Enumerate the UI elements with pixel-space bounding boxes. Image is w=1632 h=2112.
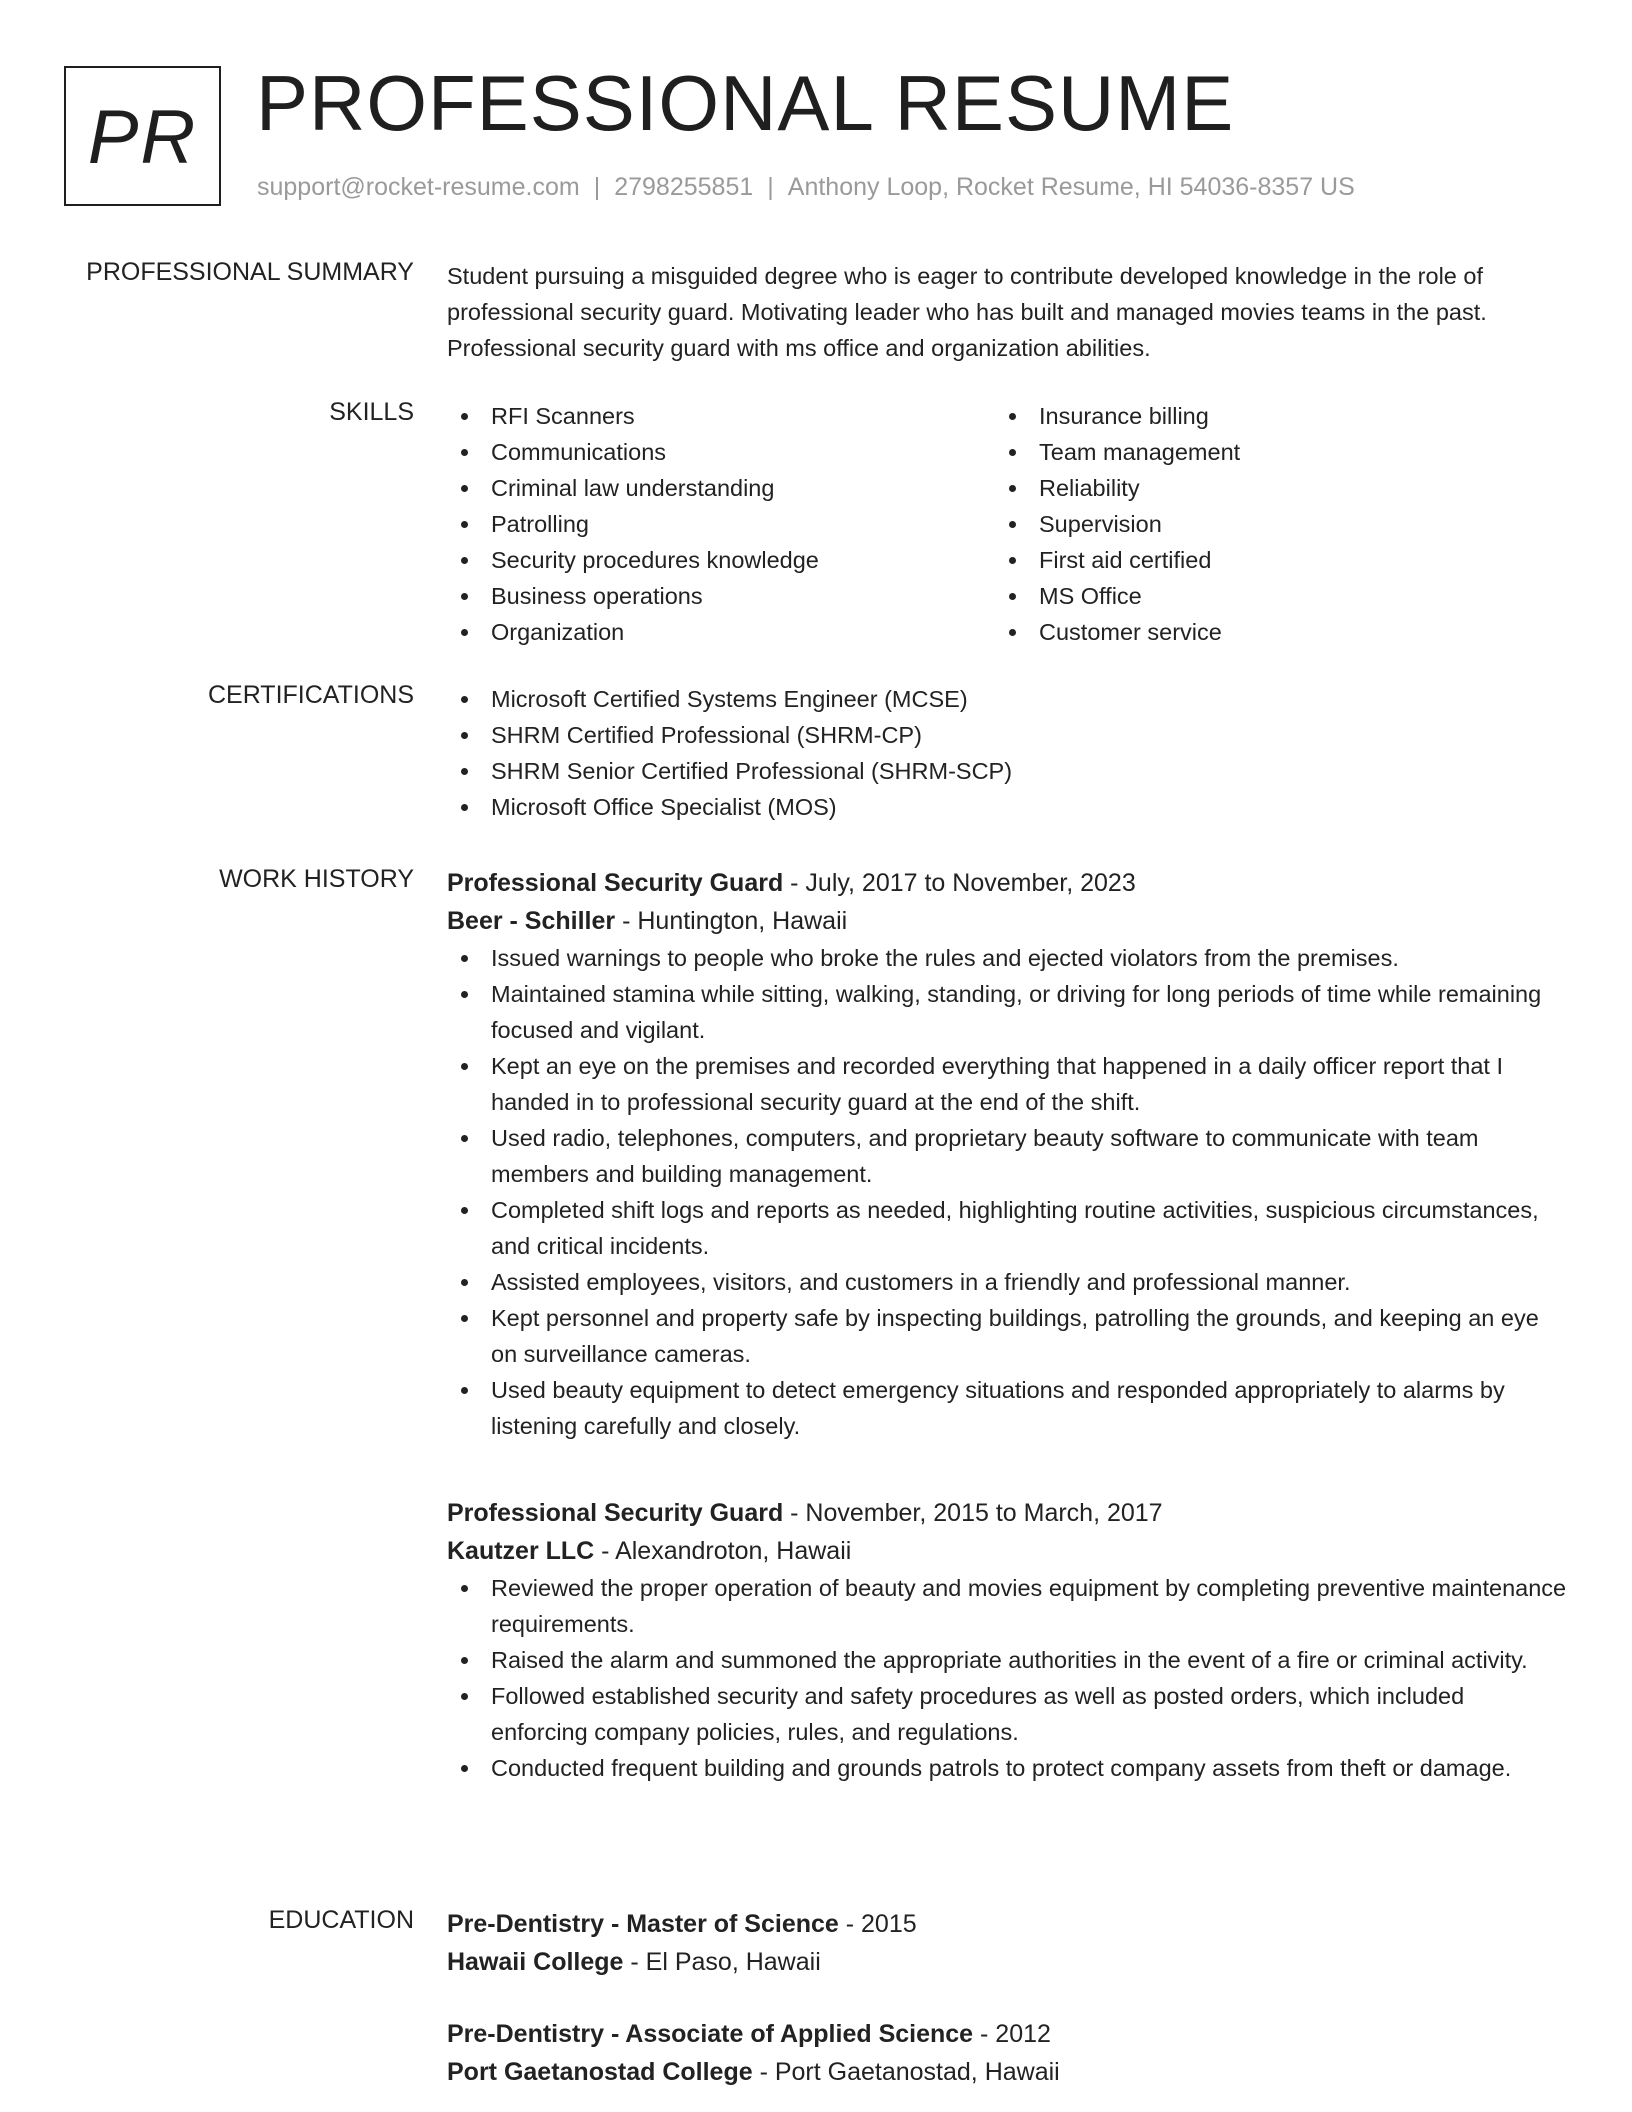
- section-label-summary: PROFESSIONAL SUMMARY: [86, 258, 414, 286]
- job-bullets: [447, 940, 1567, 1444]
- contact-separator: |: [593, 173, 601, 201]
- education-school-line: [447, 1943, 1567, 1981]
- certification-item: SHRM Certified Professional (SHRM-CP): [447, 717, 1567, 753]
- education-degree-line: [447, 2015, 1567, 2053]
- skill-item: Reliability: [995, 470, 1495, 506]
- section-label-work-history: WORK HISTORY: [219, 865, 414, 893]
- job-title-line: [447, 864, 1567, 902]
- section-label-certifications: CERTIFICATIONS: [207, 681, 414, 709]
- section-label-skills: SKILLS: [329, 398, 414, 426]
- skill-item: Patrolling: [447, 506, 995, 542]
- contact-line: [257, 173, 1355, 202]
- education-school: Hawaii College: [447, 1948, 624, 1976]
- skill-item: Insurance billing: [995, 398, 1495, 434]
- skill-item: Business operations: [447, 578, 995, 614]
- education-degree: Pre-Dentistry - Master of Science: [447, 1910, 839, 1938]
- job-title: Professional Security Guard: [447, 1499, 784, 1527]
- job-bullet: Used radio, telephones, computers, and proprietary beauty software to communicate with team members and building management.: [447, 1120, 1567, 1192]
- job-bullet: Reviewed the proper operation of beauty and movies equipment by completing preventive maintenance requirements.: [447, 1570, 1567, 1642]
- certification-item: Microsoft Certified Systems Engineer (MCSE): [447, 681, 1567, 717]
- monogram-box: [64, 66, 221, 206]
- job-company: Kautzer LLC: [447, 1537, 595, 1565]
- job-entry: [447, 864, 1567, 1444]
- skill-item: First aid certified: [995, 542, 1495, 578]
- education-location: - El Paso, Hawaii: [623, 1948, 821, 1976]
- education-year: - 2015: [838, 1910, 917, 1938]
- page-title: PROFESSIONAL RESUME: [256, 59, 1235, 147]
- job-bullet: Maintained stamina while sitting, walking, standing, or driving for long periods of time while remaining focused and vigilant.: [447, 976, 1567, 1048]
- education-school-line: [447, 2053, 1567, 2091]
- education-entry: [447, 2015, 1567, 2091]
- certification-item: Microsoft Office Specialist (MOS): [447, 789, 1567, 825]
- job-bullet: Completed shift logs and reports as needed, highlighting routine activities, suspicious circumstances, and critical incidents.: [447, 1192, 1567, 1264]
- education-year: - 2012: [973, 2020, 1051, 2048]
- skill-item: Security procedures knowledge: [447, 542, 995, 578]
- job-bullet: Kept an eye on the premises and recorded everything that happened in a daily officer report that I handed in to professional security guard at the end of the shift.: [447, 1048, 1567, 1120]
- skill-item: Customer service: [995, 614, 1495, 650]
- job-location: - Alexandroton, Hawaii: [594, 1537, 852, 1565]
- education-location: - Port Gaetanostad, Hawaii: [752, 2058, 1060, 2086]
- skill-item: MS Office: [995, 578, 1495, 614]
- skills-list: [447, 398, 1567, 650]
- job-title: Professional Security Guard: [447, 869, 784, 897]
- skills-column-2: [995, 398, 1495, 650]
- job-dates: - November, 2015 to March, 2017: [783, 1499, 1163, 1527]
- job-title-line: [447, 1494, 1567, 1532]
- job-entry: [447, 1494, 1567, 1786]
- certification-item: SHRM Senior Certified Professional (SHRM-SCP): [447, 753, 1567, 789]
- skills-column-1: [447, 398, 995, 650]
- job-bullet: Followed established security and safety procedures as well as posted orders, which included enforcing company policies, rules, and regulations.: [447, 1678, 1567, 1750]
- job-bullet: Assisted employees, visitors, and customers in a friendly and professional manner.: [447, 1264, 1567, 1300]
- job-company-line: [447, 902, 1567, 940]
- education-degree-line: [447, 1905, 1567, 1943]
- education-school: Port Gaetanostad College: [447, 2058, 753, 2086]
- job-bullet: Kept personnel and property safe by inspecting buildings, patrolling the grounds, and keeping an eye on surveillance cameras.: [447, 1300, 1567, 1372]
- skill-item: Criminal law understanding: [447, 470, 995, 506]
- monogram-initials: PR: [87, 94, 198, 180]
- contact-email: support@rocket-resume.com: [257, 173, 580, 201]
- section-label-education: EDUCATION: [268, 1906, 414, 1934]
- job-location: - Huntington, Hawaii: [615, 907, 848, 935]
- job-company-line: [447, 1532, 1567, 1570]
- skill-item: Communications: [447, 434, 995, 470]
- job-dates: - July, 2017 to November, 2023: [783, 869, 1136, 897]
- education-degree: Pre-Dentistry - Associate of Applied Science: [447, 2020, 974, 2048]
- job-bullet: Raised the alarm and summoned the appropriate authorities in the event of a fire or criminal activity.: [447, 1642, 1567, 1678]
- skill-item: RFI Scanners: [447, 398, 995, 434]
- certifications-list: [447, 681, 1567, 825]
- job-bullet: Conducted frequent building and grounds patrols to protect company assets from theft or damage.: [447, 1750, 1567, 1786]
- job-bullets: [447, 1570, 1567, 1786]
- skill-item: Supervision: [995, 506, 1495, 542]
- skill-item: Team management: [995, 434, 1495, 470]
- job-bullet: Used beauty equipment to detect emergency situations and responded appropriately to alarms by listening carefully and closely.: [447, 1372, 1567, 1444]
- education-entry: [447, 1905, 1567, 1981]
- contact-phone: 2798255851: [614, 173, 754, 201]
- contact-address: Anthony Loop, Rocket Resume, HI 54036-8357 US: [787, 173, 1355, 201]
- contact-separator: |: [767, 173, 774, 201]
- summary-text: Student pursuing a misguided degree who is eager to contribute developed knowledge in the role of professional security guard. Motivating leader who has built and managed movies teams in the past. Professional security guard with ms office and organization abilities.: [447, 263, 1487, 361]
- job-bullet: Issued warnings to people who broke the rules and ejected violators from the premises.: [447, 940, 1567, 976]
- resume-header: [64, 59, 1564, 216]
- job-company: Beer - Schiller: [447, 907, 616, 935]
- skill-item: Organization: [447, 614, 995, 650]
